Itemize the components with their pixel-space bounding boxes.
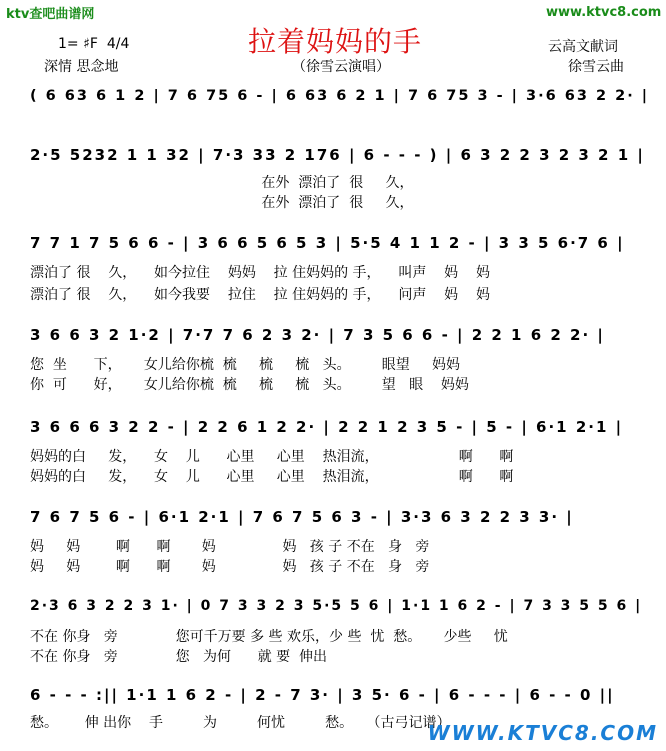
lyric-line-2: 你 可 好， 女儿给你梳 梳 梳 梳 头。 望 眼 妈妈	[30, 377, 469, 393]
song-title: 拉着妈妈的手	[248, 25, 423, 58]
lyric-line-1: 妈妈的白 发， 女 儿 心里 心里 热泪流， 啊 啊	[30, 449, 514, 465]
notation-line: 7 7 1 7 5 6 6 - | 3 6 6 5 6 5 3 | 5·5 4 1 1 2 - | 3 3 5 6·7 6 |	[30, 234, 625, 252]
composer-credit: 徐雪云曲	[568, 59, 624, 75]
site-name-top-left: ktv查吧曲谱网	[6, 7, 95, 22]
lyric-line-2: 不在 你身 旁 您 为何 就 要 伸出	[30, 649, 328, 665]
lyric-line-2: 妈 妈 啊 啊 妈 妈 孩 子 不在 身 旁	[30, 559, 430, 575]
watermark-bottom: WWW.KTVC8.COM	[427, 721, 658, 745]
lyricist-credit: 云高文献词	[548, 39, 618, 55]
notation-line: 2·5 5232 1 1 32 | 7·3 33 2 176 | 6 - - - ) | 6 3 2 2 3 2 3 2 1 |	[30, 146, 645, 164]
singer-credit: （徐雪云演唱）	[292, 59, 390, 75]
lyric-line-1: 妈 妈 啊 啊 妈 妈 孩 子 不在 身 旁	[30, 539, 430, 555]
expression-marking: 深情 思念地	[44, 59, 119, 75]
notation-line: 2·3 6 3 2 2 3 1· | 0 7 3 3 2 3 5·5 5 6 | 1·1 1 6 2 - | 7 3 3 5 5 6 |	[30, 598, 643, 614]
lyric-line-1: 您 坐 下， 女儿给你梳 梳 梳 梳 头。 眼望 妈妈	[30, 357, 461, 373]
lyric-line-2: 妈妈的白 发， 女 儿 心里 心里 热泪流， 啊 啊	[30, 469, 514, 485]
notation-line: 3 6 6 3 2 1·2 | 7·7 7 6 2 3 2· | 7 3 5 6 6 - | 2 2 1 6 2 2· |	[30, 326, 605, 344]
site-url-top-right: www.ktvc8.com	[546, 5, 662, 20]
key-signature: 1= ♯F 4/4	[58, 36, 130, 52]
lyric-line-1: 不在 你身 旁 您可千万要 多 些 欢乐，少 些 忧 愁。 少些 忧	[30, 629, 508, 645]
lyric-line-2: 在外 漂泊了 很 久，	[30, 195, 414, 211]
lyric-line-1: 愁。 伸 出你 手 为 何忧 愁。 （古弓记谱）	[30, 715, 451, 731]
notation-line: ( 6 63 6 1 2 | 7 6 75 6 - | 6 63 6 2 1 | 7 6 75 3 - | 3·6 63 2 2· |	[30, 88, 650, 104]
notation-line: 3 6 6 6 3 2 2 - | 2 2 6 1 2 2· | 2 2 1 2 3 5 - | 5 - | 6·1 2·1 |	[30, 418, 624, 436]
lyric-line-2: 漂泊了 很 久， 如今我要 拉住 拉 住妈妈的 手， 问声 妈 妈	[30, 287, 490, 303]
lyric-line-1: 漂泊了 很 久， 如今拉住 妈妈 拉 住妈妈的 手， 叫声 妈 妈	[30, 265, 490, 281]
notation-line: 6 - - - :|| 1·1 1 6 2 - | 2 - 7 3· | 3 5· 6 - | 6 - - - | 6 - - 0 ||	[30, 686, 615, 704]
notation-line: 7 6 7 5 6 - | 6·1 2·1 | 7 6 7 5 6 3 - | 3·3 6 3 2 2 3 3· |	[30, 508, 574, 526]
lyric-line-1: 在外 漂泊了 很 久，	[30, 175, 414, 191]
